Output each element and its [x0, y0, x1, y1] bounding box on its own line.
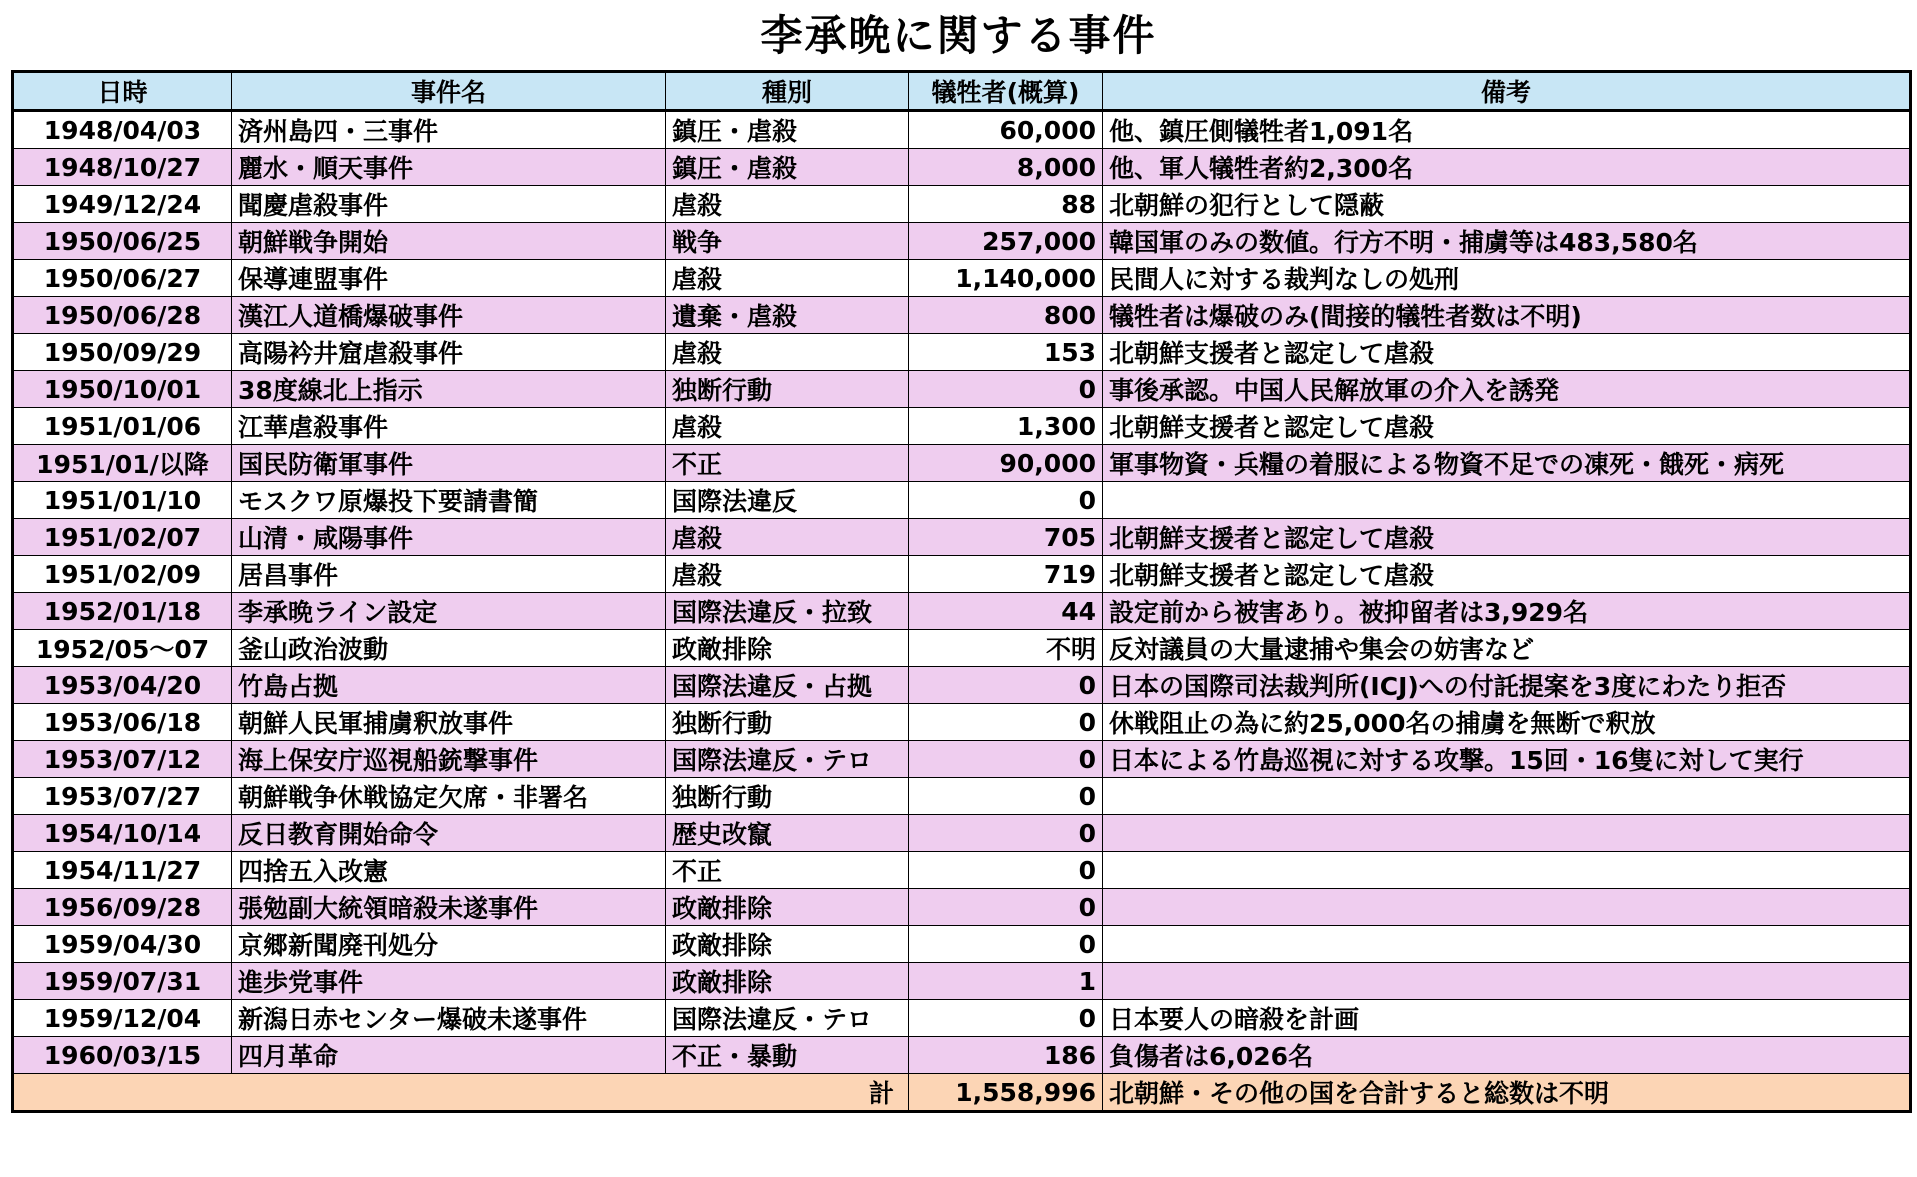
table-row	[13, 889, 1911, 926]
cell-date: 1959/04/30	[13, 926, 232, 963]
cell-event-name: 四捨五入改憲	[232, 852, 666, 889]
cell-date: 1959/12/04	[13, 1000, 232, 1037]
cell-event-name: 四月革命	[232, 1037, 666, 1074]
cell-victims: 8,000	[909, 149, 1103, 186]
table-row	[13, 482, 1911, 519]
cell-event-name: 朝鮮人民軍捕虜釈放事件	[232, 704, 666, 741]
cell-event-name: 山清・咸陽事件	[232, 519, 666, 556]
cell-date: 1956/09/28	[13, 889, 232, 926]
cell-victims: 0	[909, 741, 1103, 778]
cell-date: 1952/05～07	[13, 630, 232, 667]
cell-event-name: 居昌事件	[232, 556, 666, 593]
cell-event-name: モスクワ原爆投下要請書簡	[232, 482, 666, 519]
cell-type: 国際法違反・テロ	[666, 1000, 909, 1037]
header-date: 日時	[13, 72, 232, 111]
cell-victims: 60,000	[909, 111, 1103, 149]
cell-date: 1952/01/18	[13, 593, 232, 630]
cell-date: 1954/11/27	[13, 852, 232, 889]
cell-event-name: 張勉副大統領暗殺未遂事件	[232, 889, 666, 926]
table-row	[13, 223, 1911, 260]
cell-date: 1951/02/07	[13, 519, 232, 556]
cell-event-name: 保導連盟事件	[232, 260, 666, 297]
cell-event-name: 進歩党事件	[232, 963, 666, 1000]
cell-type: 国際法違反・拉致	[666, 593, 909, 630]
cell-event-name: 釜山政治波動	[232, 630, 666, 667]
cell-event-name: 国民防衛軍事件	[232, 445, 666, 482]
cell-victims: 1	[909, 963, 1103, 1000]
cell-event-name: 海上保安庁巡視船銃撃事件	[232, 741, 666, 778]
header-victims: 犠牲者(概算)	[909, 72, 1103, 111]
cell-date: 1950/06/28	[13, 297, 232, 334]
cell-victims: 0	[909, 371, 1103, 408]
cell-type: 政敵排除	[666, 889, 909, 926]
cell-notes	[1103, 852, 1911, 889]
cell-event-name: 聞慶虐殺事件	[232, 186, 666, 223]
table-row	[13, 371, 1911, 408]
cell-type: 鎮圧・虐殺	[666, 149, 909, 186]
total-row	[13, 1074, 1911, 1112]
cell-event-name: 朝鮮戦争開始	[232, 223, 666, 260]
cell-event-name: 高陽衿井窟虐殺事件	[232, 334, 666, 371]
cell-event-name: 江華虐殺事件	[232, 408, 666, 445]
cell-notes: 設定前から被害あり。被抑留者は3,929名	[1103, 593, 1911, 630]
cell-date: 1948/04/03	[13, 111, 232, 149]
cell-date: 1954/10/14	[13, 815, 232, 852]
cell-type: 不正	[666, 852, 909, 889]
table-row	[13, 852, 1911, 889]
cell-type: 国際法違反・テロ	[666, 741, 909, 778]
cell-type: 不正	[666, 445, 909, 482]
table-row	[13, 334, 1911, 371]
events-table-body	[13, 111, 1911, 1074]
cell-date: 1953/07/27	[13, 778, 232, 815]
cell-victims: 800	[909, 297, 1103, 334]
cell-date: 1951/01/06	[13, 408, 232, 445]
cell-type: 政敵排除	[666, 963, 909, 1000]
cell-type: 鎮圧・虐殺	[666, 111, 909, 149]
cell-victims: 0	[909, 926, 1103, 963]
cell-date: 1950/06/25	[13, 223, 232, 260]
table-row	[13, 111, 1911, 149]
cell-notes	[1103, 778, 1911, 815]
header-row	[13, 72, 1911, 111]
cell-event-name: 漢江人道橋爆破事件	[232, 297, 666, 334]
cell-notes: 負傷者は6,026名	[1103, 1037, 1911, 1074]
cell-victims: 705	[909, 519, 1103, 556]
cell-victims: 1,300	[909, 408, 1103, 445]
cell-victims: 0	[909, 1000, 1103, 1037]
cell-victims: 0	[909, 889, 1103, 926]
cell-notes: 休戦阻止の為に約25,000名の捕虜を無断で釈放	[1103, 704, 1911, 741]
cell-notes: 北朝鮮支援者と認定して虐殺	[1103, 519, 1911, 556]
header-type: 種別	[666, 72, 909, 111]
cell-victims: 153	[909, 334, 1103, 371]
table-row	[13, 408, 1911, 445]
cell-event-name: 新潟日赤センター爆破未遂事件	[232, 1000, 666, 1037]
cell-type: 独断行動	[666, 704, 909, 741]
cell-victims: 44	[909, 593, 1103, 630]
cell-notes: 事後承認。中国人民解放軍の介入を誘発	[1103, 371, 1911, 408]
cell-notes: 北朝鮮支援者と認定して虐殺	[1103, 556, 1911, 593]
cell-victims: 0	[909, 667, 1103, 704]
cell-type: 遺棄・虐殺	[666, 297, 909, 334]
total-label: 計	[13, 1074, 909, 1112]
total-value: 1,558,996	[909, 1074, 1103, 1112]
cell-notes: 他、軍人犠牲者約2,300名	[1103, 149, 1911, 186]
cell-notes	[1103, 482, 1911, 519]
cell-date: 1953/07/12	[13, 741, 232, 778]
cell-notes: 軍事物資・兵糧の着服による物資不足での凍死・餓死・病死	[1103, 445, 1911, 482]
header-notes: 備考	[1103, 72, 1911, 111]
table-row	[13, 297, 1911, 334]
table-row	[13, 519, 1911, 556]
cell-type: 虐殺	[666, 334, 909, 371]
cell-notes: 北朝鮮支援者と認定して虐殺	[1103, 334, 1911, 371]
cell-date: 1950/10/01	[13, 371, 232, 408]
cell-notes	[1103, 926, 1911, 963]
table-row	[13, 149, 1911, 186]
total-note: 北朝鮮・その他の国を合計すると総数は不明	[1103, 1074, 1911, 1112]
cell-type: 不正・暴動	[666, 1037, 909, 1074]
cell-date: 1948/10/27	[13, 149, 232, 186]
table-row	[13, 963, 1911, 1000]
cell-type: 独断行動	[666, 778, 909, 815]
table-row	[13, 667, 1911, 704]
cell-type: 虐殺	[666, 186, 909, 223]
cell-event-name: 朝鮮戦争休戦協定欠席・非署名	[232, 778, 666, 815]
cell-event-name: 反日教育開始命令	[232, 815, 666, 852]
cell-date: 1953/06/18	[13, 704, 232, 741]
cell-type: 政敵排除	[666, 630, 909, 667]
cell-type: 虐殺	[666, 519, 909, 556]
cell-date: 1951/01/10	[13, 482, 232, 519]
cell-victims: 0	[909, 704, 1103, 741]
cell-victims: 719	[909, 556, 1103, 593]
cell-type: 独断行動	[666, 371, 909, 408]
cell-date: 1950/09/29	[13, 334, 232, 371]
cell-event-name: 竹島占拠	[232, 667, 666, 704]
table-row	[13, 445, 1911, 482]
cell-type: 戦争	[666, 223, 909, 260]
cell-notes: 韓国軍のみの数値。行方不明・捕虜等は483,580名	[1103, 223, 1911, 260]
cell-notes: 日本要人の暗殺を計画	[1103, 1000, 1911, 1037]
cell-date: 1949/12/24	[13, 186, 232, 223]
cell-victims: 不明	[909, 630, 1103, 667]
cell-type: 歴史改竄	[666, 815, 909, 852]
table-row	[13, 186, 1911, 223]
cell-victims: 0	[909, 482, 1103, 519]
table-row	[13, 926, 1911, 963]
cell-type: 虐殺	[666, 260, 909, 297]
cell-date: 1959/07/31	[13, 963, 232, 1000]
cell-date: 1951/02/09	[13, 556, 232, 593]
cell-event-name: 麗水・順天事件	[232, 149, 666, 186]
cell-event-name: 京郷新聞廃刊処分	[232, 926, 666, 963]
table-row	[13, 1037, 1911, 1074]
cell-notes: 北朝鮮の犯行として隠蔽	[1103, 186, 1911, 223]
cell-victims: 1,140,000	[909, 260, 1103, 297]
cell-victims: 90,000	[909, 445, 1103, 482]
table-row	[13, 741, 1911, 778]
table-row	[13, 1000, 1911, 1037]
events-table	[11, 70, 1912, 1113]
cell-notes: 反対議員の大量逮捕や集会の妨害など	[1103, 630, 1911, 667]
cell-notes: 犠牲者は爆破のみ(間接的犠牲者数は不明)	[1103, 297, 1911, 334]
cell-victims: 0	[909, 852, 1103, 889]
cell-type: 政敵排除	[666, 926, 909, 963]
cell-event-name: 李承晩ライン設定	[232, 593, 666, 630]
cell-notes: 他、鎮圧側犠牲者1,091名	[1103, 111, 1911, 149]
header-name: 事件名	[232, 72, 666, 111]
cell-date: 1953/04/20	[13, 667, 232, 704]
cell-notes: 日本の国際司法裁判所(ICJ)への付託提案を3度にわたり拒否	[1103, 667, 1911, 704]
table-row	[13, 630, 1911, 667]
cell-victims: 186	[909, 1037, 1103, 1074]
table-row	[13, 593, 1911, 630]
cell-event-name: 済州島四・三事件	[232, 111, 666, 149]
table-row	[13, 778, 1911, 815]
cell-victims: 0	[909, 815, 1103, 852]
cell-notes	[1103, 815, 1911, 852]
cell-notes: 日本による竹島巡視に対する攻撃。15回・16隻に対して実行	[1103, 741, 1911, 778]
cell-type: 虐殺	[666, 408, 909, 445]
cell-date: 1960/03/15	[13, 1037, 232, 1074]
table-row	[13, 260, 1911, 297]
cell-event-name: 38度線北上指示	[232, 371, 666, 408]
page-title: 李承晩に関する事件	[760, 11, 1157, 60]
cell-notes: 北朝鮮支援者と認定して虐殺	[1103, 408, 1911, 445]
cell-type: 虐殺	[666, 556, 909, 593]
cell-notes	[1103, 889, 1911, 926]
table-row	[13, 556, 1911, 593]
table-row	[13, 815, 1911, 852]
cell-type: 国際法違反・占拠	[666, 667, 909, 704]
cell-victims: 88	[909, 186, 1103, 223]
cell-notes	[1103, 963, 1911, 1000]
cell-date: 1950/06/27	[13, 260, 232, 297]
cell-victims: 0	[909, 778, 1103, 815]
cell-notes: 民間人に対する裁判なしの処刑	[1103, 260, 1911, 297]
cell-victims: 257,000	[909, 223, 1103, 260]
cell-type: 国際法違反	[666, 482, 909, 519]
cell-date: 1951/01/以降	[13, 445, 232, 482]
table-row	[13, 704, 1911, 741]
